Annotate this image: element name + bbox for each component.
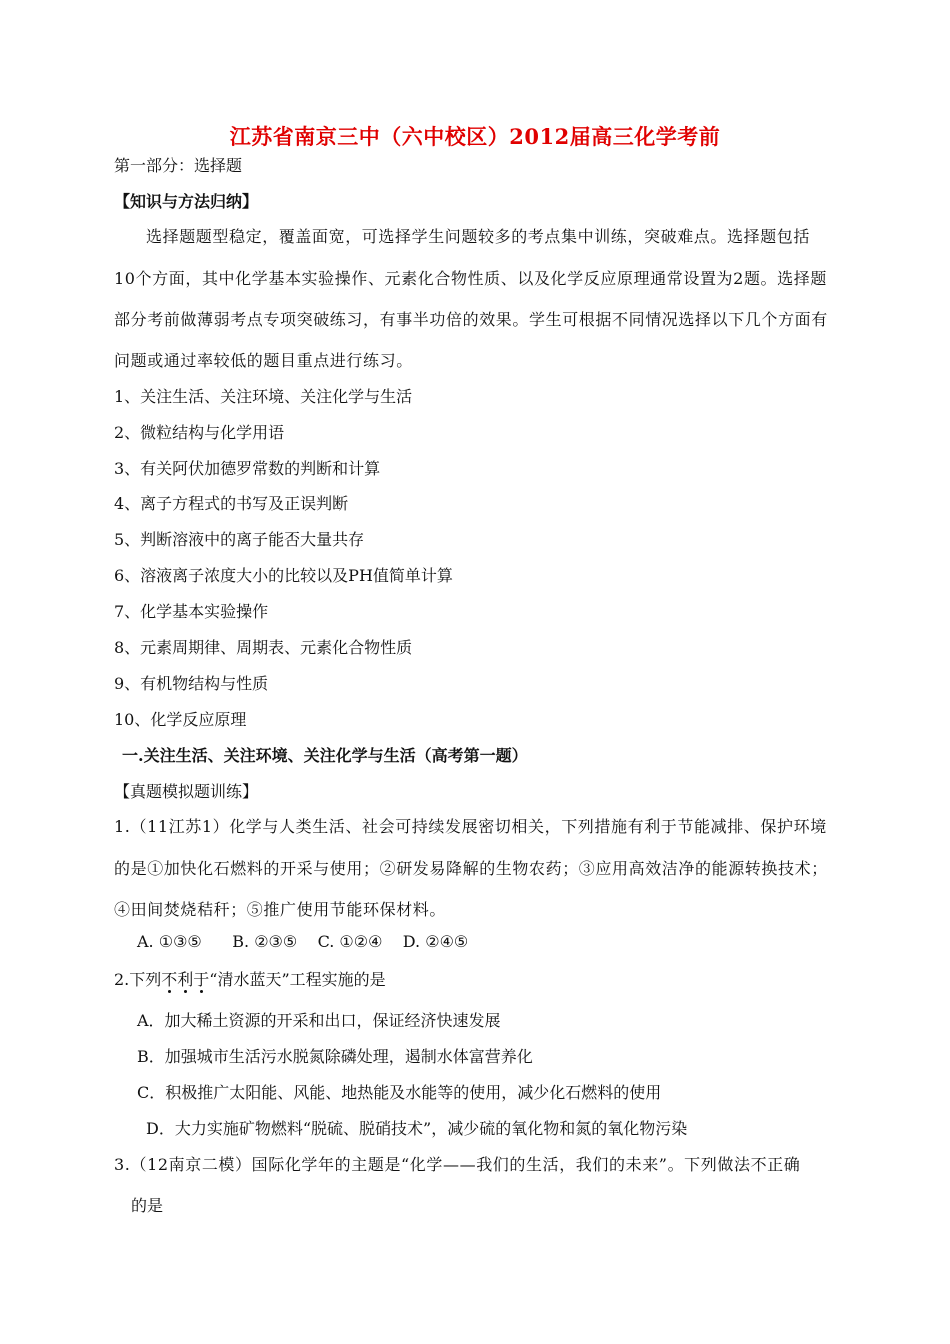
topic-item-8: 8、元素周期律、周期表、元素化合物性质 <box>114 638 413 657</box>
q2-emphasis <box>161 970 209 989</box>
q2-suffix: “清水蓝天”工程实施的是 <box>209 970 386 989</box>
intro-line-2: 10个方面，其中化学基本实验操作、元素化合物性质、以及化学反应原理通常设置为2题。选择题 <box>114 269 827 288</box>
document-title: 江苏省南京三中（六中校区）2012届高三化学考前 <box>229 124 721 149</box>
q2-prefix: 2.下列 <box>114 970 162 989</box>
q2-stem <box>114 967 386 990</box>
section-knowledge-heading: 【知识与方法归纳】 <box>114 192 259 211</box>
intro-line-3: 部分考前做薄弱考点专项突破练习，有事半功倍的效果。学生可根据不同情况选择以下几个方面有 <box>114 310 828 329</box>
q1-options: A. ①③⑤ B. ②③⑤ C. ①②④ D. ②④⑤ <box>137 932 469 951</box>
topic-item-5: 5、判断溶液中的离子能否大量共存 <box>114 530 365 549</box>
intro-line-1: 选择题题型稳定，覆盖面宽，可选择学生问题较多的考点集中训练，突破难点。选择题包括 <box>146 227 811 246</box>
q1-line-3: ④田间焚烧秸秆；⑤推广使用节能环保材料。 <box>114 900 447 919</box>
section-train-heading: 【真题模拟题训练】 <box>114 782 259 801</box>
section-one-heading: 一.关注生活、关注环境、关注化学与生活（高考第一题） <box>122 746 528 765</box>
q2-option-b: B．加强城市生活污水脱氮除磷处理，遏制水体富营养化 <box>137 1047 533 1066</box>
q2-option-c: C．积极推广太阳能、风能、地热能及水能等的使用，减少化石燃料的使用 <box>137 1083 662 1102</box>
q1-line-2: 的是①加快化石燃料的开采与使用；②研发易降解的生物农药；③应用高效洁净的能源转换技术； <box>114 859 828 878</box>
topic-item-7: 7、化学基本实验操作 <box>114 602 269 621</box>
q2-option-d: D．大力实施矿物燃料“脱硫、脱硝技术”，减少硫的氧化物和氮的氧化物污染 <box>146 1119 688 1138</box>
part-heading: 第一部分：选择题 <box>114 156 243 175</box>
topic-item-3: 3、有关阿伏加德罗常数的判断和计算 <box>114 459 381 478</box>
q1-line-1: 1.（11江苏1）化学与人类生活、社会可持续发展密切相关，下列措施有利于节能减排、保护环境 <box>114 817 827 836</box>
topic-item-2: 2、微粒结构与化学用语 <box>114 423 285 442</box>
q3-line-1: 3.（12南京二模）国际化学年的主题是“化学——我们的生活，我们的未来”。下列做法不正确 <box>114 1155 801 1174</box>
intro-line-4: 问题或通过率较低的题目重点进行练习。 <box>114 351 413 370</box>
topic-item-10: 10、化学反应原理 <box>114 710 247 729</box>
topic-item-9: 9、有机物结构与性质 <box>114 674 269 693</box>
topic-item-1: 1、关注生活、关注环境、关注化学与生活 <box>114 387 413 406</box>
q2-option-a: A．加大稀土资源的开采和出口，保证经济快速发展 <box>137 1011 501 1030</box>
emphasis-dots <box>161 990 209 994</box>
topic-item-6: 6、溶液离子浓度大小的比较以及PH值简单计算 <box>114 566 453 585</box>
q3-line-2: 的是 <box>131 1196 164 1215</box>
topic-item-4: 4、离子方程式的书写及正误判断 <box>114 494 349 513</box>
q2-emphasis-text: 不利于 <box>161 970 210 989</box>
